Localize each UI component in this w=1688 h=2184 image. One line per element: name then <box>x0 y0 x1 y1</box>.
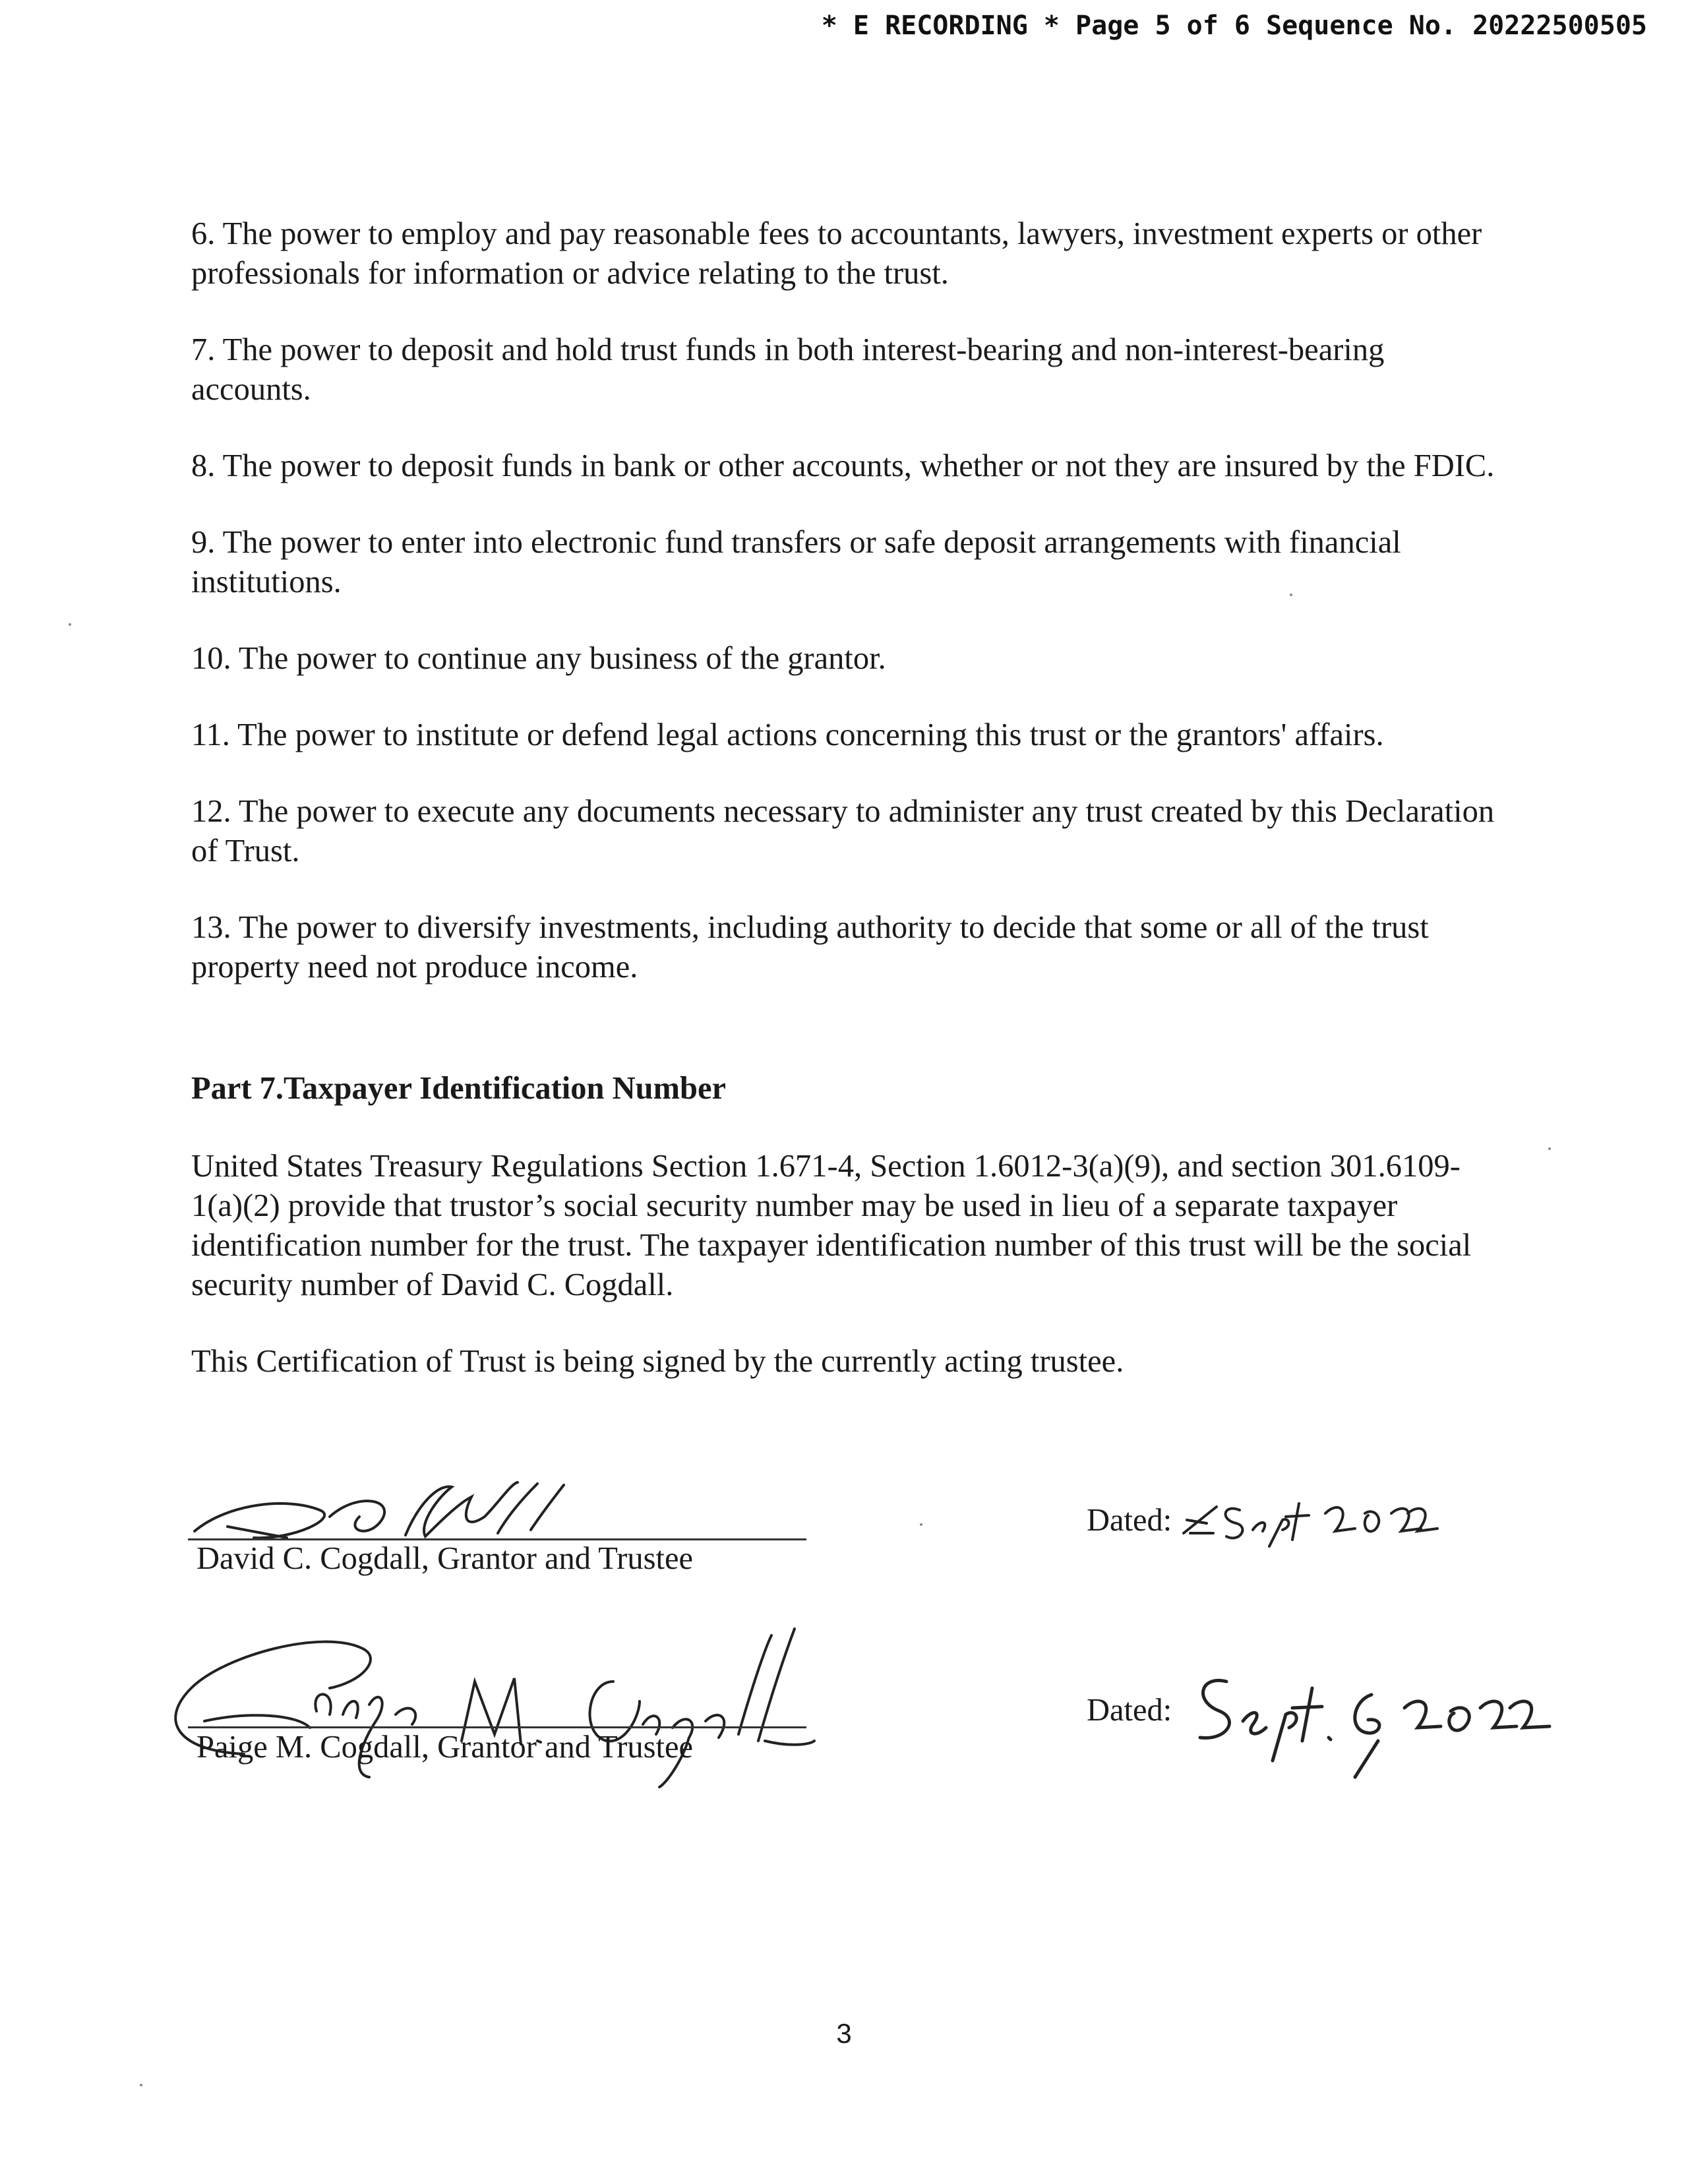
signature-line-2 <box>188 1726 806 1728</box>
power-10: 10. The power to continue any business of the grantor. <box>191 641 886 676</box>
power-12: 12. The power to execute any documents necessary to administer any trust created by this Declaration of Trust. <box>191 794 1495 868</box>
document-body <box>191 214 1510 1418</box>
dated-label-1: Dated: <box>1087 1503 1172 1538</box>
handwritten-date-1 <box>1177 1484 1441 1550</box>
handwritten-date-2 <box>1180 1662 1563 1780</box>
power-7: 7. The power to deposit and hold trust funds in both interest-bearing and non-interest-bearing accounts. <box>191 332 1385 407</box>
power-11: 11. The power to institute or defend legal actions concerning this trust or the grantors' affairs. <box>191 717 1384 752</box>
dated-label-2: Dated: <box>1087 1693 1172 1728</box>
part7-heading: Part 7.Taxpayer Identification Number <box>191 1071 727 1106</box>
scan-speck <box>140 2084 142 2086</box>
power-13: 13. The power to diversify investments, including authority to decide that some or all of the trust property need not produce income. <box>191 910 1429 985</box>
page-number: 3 <box>836 2018 852 2049</box>
signer-caption-1: David C. Cogdall, Grantor and Trustee <box>196 1541 694 1576</box>
tin-paragraph: United States Treasury Regulations Section 1.671-4, Section 1.6012-3(a)(9), and section 301.6109-1(a)(2) provide that trustor’s social security number may be used in lieu of a separate taxpayer identification number for the trust. The taxpayer identification number of this trust will be the social security number of David C. Cogdall. <box>191 1149 1472 1302</box>
scan-speck <box>920 1523 922 1526</box>
power-6: 6. The power to employ and pay reasonable fees to accountants, lawyers, investment experts or other professionals for information or advice relating to the trust. <box>191 216 1482 291</box>
scan-speck <box>1548 1147 1551 1150</box>
power-9: 9. The power to enter into electronic fund transfers or safe deposit arrangements with financial institutions. <box>191 525 1401 599</box>
recording-header: * E RECORDING * Page 5 of 6 Sequence No. 20222500505 <box>821 11 1647 41</box>
certification-statement: This Certification of Trust is being signed by the currently acting trustee. <box>191 1344 1124 1379</box>
signer-caption-2: Paige M. Cogdall, Grantor and Trustee <box>196 1730 694 1765</box>
scan-speck <box>1290 593 1292 596</box>
scan-speck <box>69 623 71 626</box>
power-8: 8. The power to deposit funds in bank or other accounts, whether or not they are insured by the FDIC. <box>191 448 1495 483</box>
